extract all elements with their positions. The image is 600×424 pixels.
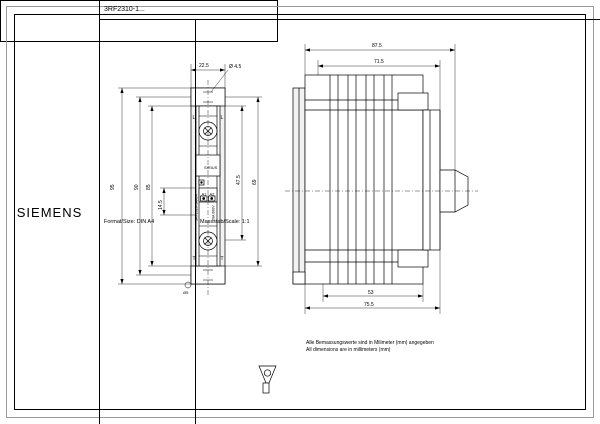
svg-text:L: L xyxy=(192,115,196,121)
scale-cell xyxy=(196,20,600,424)
title-block-info xyxy=(100,0,600,424)
siemens-logo: SIEMENS xyxy=(16,204,83,220)
svg-text:20A 600V: 20A 600V xyxy=(211,205,216,221)
title-block-logo-cell xyxy=(0,0,100,424)
svg-text:A2: A2 xyxy=(209,191,215,197)
svg-text:47.5: 47.5 xyxy=(236,175,242,185)
svg-text:90: 90 xyxy=(134,184,140,190)
svg-text:14.5: 14.5 xyxy=(158,200,164,210)
svg-text:3RF2310-1AA04: 3RF2310-1AA04 xyxy=(194,194,199,221)
svg-text:L: L xyxy=(220,115,224,121)
format-label: Format/Size: DIN A4 xyxy=(104,219,155,225)
svg-text:85: 85 xyxy=(146,184,152,190)
title-block-bottom-row xyxy=(100,20,600,424)
svg-text:75.5: 75.5 xyxy=(364,302,374,308)
svg-text:87.5: 87.5 xyxy=(372,43,382,49)
svg-text:Ø5: Ø5 xyxy=(183,290,189,295)
svg-text:SIRIUS: SIRIUS xyxy=(204,165,218,170)
svg-text:T: T xyxy=(220,256,224,262)
svg-text:Ø 4.5: Ø 4.5 xyxy=(229,64,242,70)
svg-text:95: 95 xyxy=(110,184,116,190)
svg-text:69: 69 xyxy=(252,179,258,185)
drawing-number: 3RF2310-1... xyxy=(104,6,145,13)
drawing-number-cell xyxy=(100,0,600,20)
scale-label: Massstab/Scale: 1:1 xyxy=(200,219,250,225)
svg-text:A1: A1 xyxy=(201,191,207,197)
svg-text:71.5: 71.5 xyxy=(374,59,384,65)
note-line-en: All dimensions are in millimeters (mm) xyxy=(306,347,391,353)
note-line-de: Alle Bemassungswerte sind in Milimeter (mm) angegeben xyxy=(306,340,434,346)
svg-text:22.5: 22.5 xyxy=(199,63,209,69)
svg-text:T: T xyxy=(192,256,196,262)
svg-text:53: 53 xyxy=(368,290,374,296)
format-cell xyxy=(100,20,196,424)
